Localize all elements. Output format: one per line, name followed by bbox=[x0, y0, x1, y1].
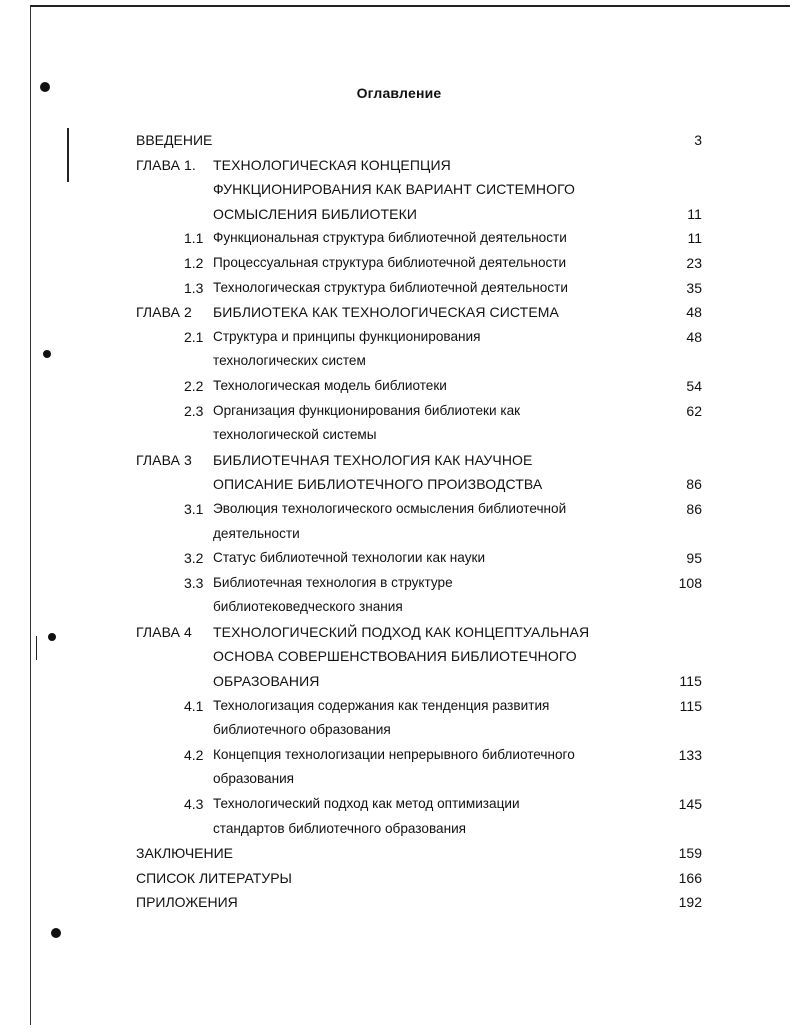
scan-mark bbox=[67, 128, 69, 182]
toc-label: ЗАКЛЮЧЕНИЕ bbox=[136, 845, 233, 862]
toc-chapter-3[interactable] bbox=[136, 448, 702, 473]
toc-chapter-2[interactable] bbox=[136, 300, 702, 325]
toc-section-2-3[interactable] bbox=[136, 399, 702, 424]
toc-section-4-1[interactable] bbox=[136, 694, 702, 719]
toc-entry-conclusion[interactable] bbox=[136, 841, 702, 866]
toc-label: ВВЕДЕНИЕ bbox=[136, 132, 213, 148]
section-number: 4.2 bbox=[184, 746, 204, 763]
toc-page: 159 bbox=[678, 845, 702, 862]
section-title-line: библиотечного образования bbox=[213, 722, 391, 738]
chapter-title-line: ТЕХНОЛОГИЧЕСКИЙ ПОДХОД КАК КОНЦЕПТУАЛЬНАЯ bbox=[213, 623, 590, 640]
toc-section-1-2[interactable] bbox=[136, 251, 702, 276]
toc-page: 48 bbox=[686, 304, 702, 321]
toc-page: 3 bbox=[694, 132, 702, 148]
scan-border-left bbox=[30, 5, 31, 1025]
toc-section-4-3[interactable] bbox=[136, 792, 702, 817]
chapter-title-line: ФУНКЦИОНИРОВАНИЯ КАК ВАРИАНТ СИСТЕМНОГО bbox=[213, 181, 575, 198]
scan-border-top bbox=[30, 5, 790, 7]
toc-page: 133 bbox=[678, 746, 702, 763]
chapter-label: ГЛАВА 4 bbox=[136, 623, 192, 640]
toc-page: 35 bbox=[686, 279, 702, 296]
toc-page: 115 bbox=[679, 673, 702, 690]
toc-chapter-1-cont bbox=[136, 202, 702, 227]
chapter-title-line: ОБРАЗОВАНИЯ bbox=[213, 673, 320, 690]
section-number: 2.1 bbox=[184, 328, 204, 345]
toc-entry-appendices[interactable] bbox=[136, 890, 702, 915]
toc-section-2-3-cont bbox=[136, 423, 702, 448]
toc-entry-references[interactable] bbox=[136, 866, 702, 891]
section-title-line: Технологический подход как метод оптимизации bbox=[213, 796, 520, 812]
toc-section-1-1[interactable] bbox=[136, 226, 702, 251]
toc-page: 11 bbox=[687, 205, 702, 222]
section-title-line: Организация функционирования библиотеки как bbox=[213, 402, 521, 418]
section-number: 4.1 bbox=[184, 697, 204, 714]
toc-page: 11 bbox=[687, 230, 702, 247]
section-title-line: Функциональная структура библиотечной деятельности bbox=[213, 230, 567, 246]
toc-section-3-1[interactable] bbox=[136, 497, 702, 522]
toc-page: 115 bbox=[679, 697, 702, 714]
toc-chapter-4[interactable] bbox=[136, 620, 702, 645]
section-title-line: Библиотечная технология в структуре bbox=[213, 574, 453, 590]
toc-section-4-2[interactable] bbox=[136, 743, 702, 768]
section-number: 3.3 bbox=[184, 574, 204, 591]
chapter-label: ГЛАВА 1. bbox=[136, 156, 196, 173]
section-title-line: технологических систем bbox=[213, 353, 366, 369]
toc-chapter-1[interactable] bbox=[136, 153, 702, 178]
toc-chapter-4-cont bbox=[136, 644, 702, 669]
section-title-line: деятельности bbox=[213, 525, 300, 541]
toc-section-3-3[interactable] bbox=[136, 571, 702, 596]
chapter-title-line: ОСНОВА СОВЕРШЕНСТВОВАНИЯ БИБЛИОТЕЧНОГО bbox=[213, 648, 577, 665]
toc-page: 95 bbox=[686, 550, 702, 567]
toc-section-3-1-cont bbox=[136, 522, 702, 547]
punch-hole-mark bbox=[43, 350, 51, 358]
section-title-line: Технологизация содержания как тенденция развития bbox=[213, 697, 550, 713]
chapter-label: ГЛАВА 2 bbox=[136, 304, 192, 321]
toc-label: ПРИЛОЖЕНИЯ bbox=[136, 894, 238, 911]
toc-chapter-3-cont bbox=[136, 472, 702, 497]
section-number: 2.3 bbox=[184, 402, 204, 419]
section-number: 3.2 bbox=[184, 550, 204, 567]
section-title-line: технологической системы bbox=[213, 427, 377, 443]
section-number: 2.2 bbox=[184, 377, 204, 394]
toc-section-3-3-cont bbox=[136, 595, 702, 620]
toc-chapter-4-cont bbox=[136, 669, 702, 694]
toc-section-4-1-cont bbox=[136, 718, 702, 743]
table-of-contents bbox=[136, 128, 702, 915]
chapter-title-line: ОПИСАНИЕ БИБЛИОТЕЧНОГО ПРОИЗВОДСТВА bbox=[213, 476, 543, 493]
section-title-line: Статус библиотечной технологии как науки bbox=[213, 550, 486, 566]
section-title-line: Технологическая структура библиотечной деятельности bbox=[213, 279, 568, 295]
chapter-title-line: БИБЛИОТЕКА КАК ТЕХНОЛОГИЧЕСКАЯ СИСТЕМА bbox=[213, 304, 559, 321]
toc-label: СПИСОК ЛИТЕРАТУРЫ bbox=[136, 869, 292, 886]
toc-page: 62 bbox=[686, 402, 702, 419]
section-number: 1.2 bbox=[184, 254, 204, 271]
toc-page: 23 bbox=[686, 254, 702, 271]
toc-section-4-2-cont bbox=[136, 767, 702, 792]
section-number: 4.3 bbox=[184, 796, 204, 813]
section-title-line: Процессуальная структура библиотечной деятельности bbox=[213, 254, 567, 270]
chapter-title-line: БИБЛИОТЕЧНАЯ ТЕХНОЛОГИЯ КАК НАУЧНОЕ bbox=[213, 451, 533, 468]
toc-page: 54 bbox=[686, 377, 702, 394]
toc-entry-intro[interactable] bbox=[136, 128, 702, 153]
section-title-line: образования bbox=[213, 771, 295, 787]
toc-section-1-3[interactable] bbox=[136, 276, 702, 301]
scan-mark bbox=[36, 636, 37, 660]
section-title-line: Концепция технологизации непрерывного библиотечного bbox=[213, 746, 575, 762]
toc-page: 48 bbox=[686, 328, 702, 345]
toc-section-2-1[interactable] bbox=[136, 325, 702, 350]
section-title-line: Эволюция технологического осмысления библиотечной bbox=[213, 500, 567, 516]
toc-page: 166 bbox=[678, 869, 702, 886]
toc-section-4-3-cont bbox=[136, 817, 702, 842]
section-number: 1.1 bbox=[184, 230, 204, 247]
section-number: 1.3 bbox=[184, 279, 204, 296]
toc-chapter-1-cont bbox=[136, 177, 702, 202]
toc-page: 145 bbox=[678, 796, 702, 813]
toc-section-3-2[interactable] bbox=[136, 546, 702, 571]
chapter-title-line: ТЕХНОЛОГИЧЕСКАЯ КОНЦЕПЦИЯ bbox=[213, 156, 451, 173]
section-title-line: Технологическая модель библиотеки bbox=[213, 377, 447, 393]
toc-page: 86 bbox=[686, 500, 702, 517]
punch-hole-mark bbox=[48, 633, 56, 641]
section-title-line: библиотековедческого знания bbox=[213, 599, 403, 615]
punch-hole-mark bbox=[51, 928, 61, 938]
section-number: 3.1 bbox=[184, 500, 204, 517]
chapter-label: ГЛАВА 3 bbox=[136, 451, 192, 468]
chapter-title-line: ОСМЫСЛЕНИЯ БИБЛИОТЕКИ bbox=[213, 205, 418, 222]
toc-section-2-2[interactable] bbox=[136, 374, 702, 399]
toc-page: 192 bbox=[678, 894, 702, 911]
toc-page: 86 bbox=[686, 476, 702, 493]
section-title-line: стандартов библиотечного образования bbox=[213, 820, 467, 836]
page-title: Оглавление bbox=[356, 85, 442, 101]
section-title-line: Структура и принципы функционирования bbox=[213, 328, 481, 344]
toc-page: 108 bbox=[678, 574, 702, 591]
toc-section-2-1-cont bbox=[136, 349, 702, 374]
